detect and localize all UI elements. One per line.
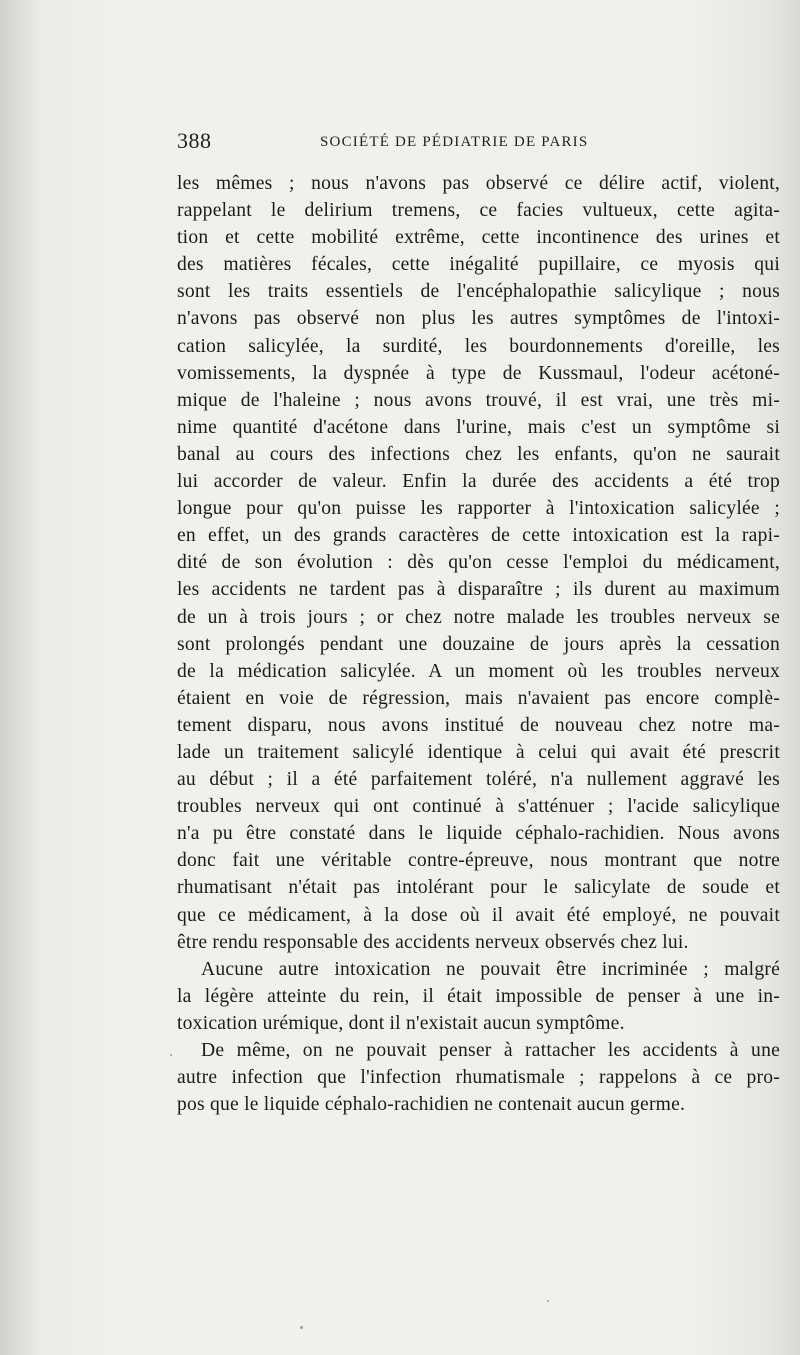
text-line: tement disparu, nous avons institué de nouveau chez notre ma- (177, 714, 780, 736)
paragraph-1 (177, 170, 780, 956)
paragraph-3 (177, 1037, 780, 1118)
text-line: nime quantité d'acétone dans l'urine, mais c'est un symptôme si (177, 416, 780, 438)
text-line: mique de l'haleine ; nous avons trouvé, il est vrai, une très mi- (177, 389, 780, 411)
text-line: De même, on ne pouvait penser à rattacher les accidents à une (201, 1040, 780, 1061)
text-line: sont les traits essentiels de l'encéphalopathie salicylique ; nous (177, 281, 780, 303)
text-line: n'avons pas observé non plus les autres symptômes de l'intoxi- (177, 308, 780, 330)
text-line: autre infection que l'infection rhumatismale ; rappelons à ce pro- (177, 1067, 780, 1089)
text-line: longue pour qu'on puisse les rapporter à l'intoxication salicylée ; (177, 498, 780, 520)
text-line: lade un traitement salicylé identique à celui qui avait été prescrit (177, 741, 780, 763)
text-line: en effet, un des grands caractères de cette intoxication est la rapi- (177, 525, 780, 547)
text-line: des matières fécales, cette inégalité pupillaire, ce myosis qui (177, 254, 780, 276)
text-line: que ce médicament, à la dose où il avait été employé, ne pouvait (177, 904, 780, 926)
text-line: sont prolongés pendant une douzaine de jours après la cessation (177, 633, 780, 655)
page-number: 388 (177, 128, 212, 153)
text-line: troubles nerveux qui ont continué à s'atténuer ; l'acide salicylique (177, 796, 780, 818)
text-line: être rendu responsable des accidents nerveux observés chez lui. (177, 931, 689, 953)
text-line: rappelant le delirium tremens, ce facies vultueux, cette agita- (177, 200, 780, 222)
text-line: donc fait une véritable contre-épreuve, nous montrant que notre (177, 850, 780, 872)
text-line: au début ; il a été parfaitement toléré, n'a nullement aggravé les (177, 769, 780, 791)
paper-speck (170, 1054, 172, 1056)
text-line: Aucune autre intoxication ne pouvait être incriminée ; malgré (201, 958, 780, 980)
text-line: dité de son évolution : dès qu'on cesse l'emploi du médicament, (177, 552, 780, 574)
text-line: cation salicylée, la surdité, les bourdonnements d'oreille, les (177, 335, 780, 357)
text-line: n'a pu être constaté dans le liquide céphalo-rachidien. Nous avons (177, 823, 780, 845)
text-line: toxication urémique, dont il n'existait aucun symptôme. (177, 1012, 625, 1034)
text-line: lui accorder de valeur. Enfin la durée des accidents a été trop (177, 471, 780, 493)
paragraph-2 (177, 956, 780, 1037)
paper-speck (300, 1326, 303, 1329)
text-line: pos que le liquide céphalo-rachidien ne contenait aucun germe. (177, 1094, 686, 1116)
text-line: les accidents ne tardent pas à disparaître ; ils durent au maximum (177, 579, 780, 601)
text-line: de la médication salicylée. A un moment où les troubles nerveux (177, 660, 780, 682)
paper-speck (547, 1300, 549, 1302)
text-line: vomissements, la dyspnée à type de Kussmaul, l'odeur acétoné- (177, 362, 780, 384)
text-line: rhumatisant n'était pas intolérant pour le salicylate de soude et (177, 877, 780, 899)
text-line: tion et cette mobilité extrême, cette incontinence des urines et (177, 227, 780, 249)
text-line: banal au cours des infections chez les enfants, qu'on ne saurait (177, 443, 780, 465)
text-line: étaient en voie de régression, mais n'avaient pas encore complè- (177, 687, 780, 709)
body-text (177, 170, 780, 1118)
text-line: de un à trois jours ; or chez notre malade les troubles nerveux se (177, 606, 780, 628)
page-header (177, 128, 780, 160)
text-line: la légère atteinte du rein, il était impossible de penser à une in- (177, 985, 780, 1007)
text-line: les mêmes ; nous n'avons pas observé ce délire actif, violent, (177, 173, 780, 194)
running-title: SOCIÉTÉ DE PÉDIATRIE DE PARIS (320, 134, 589, 150)
